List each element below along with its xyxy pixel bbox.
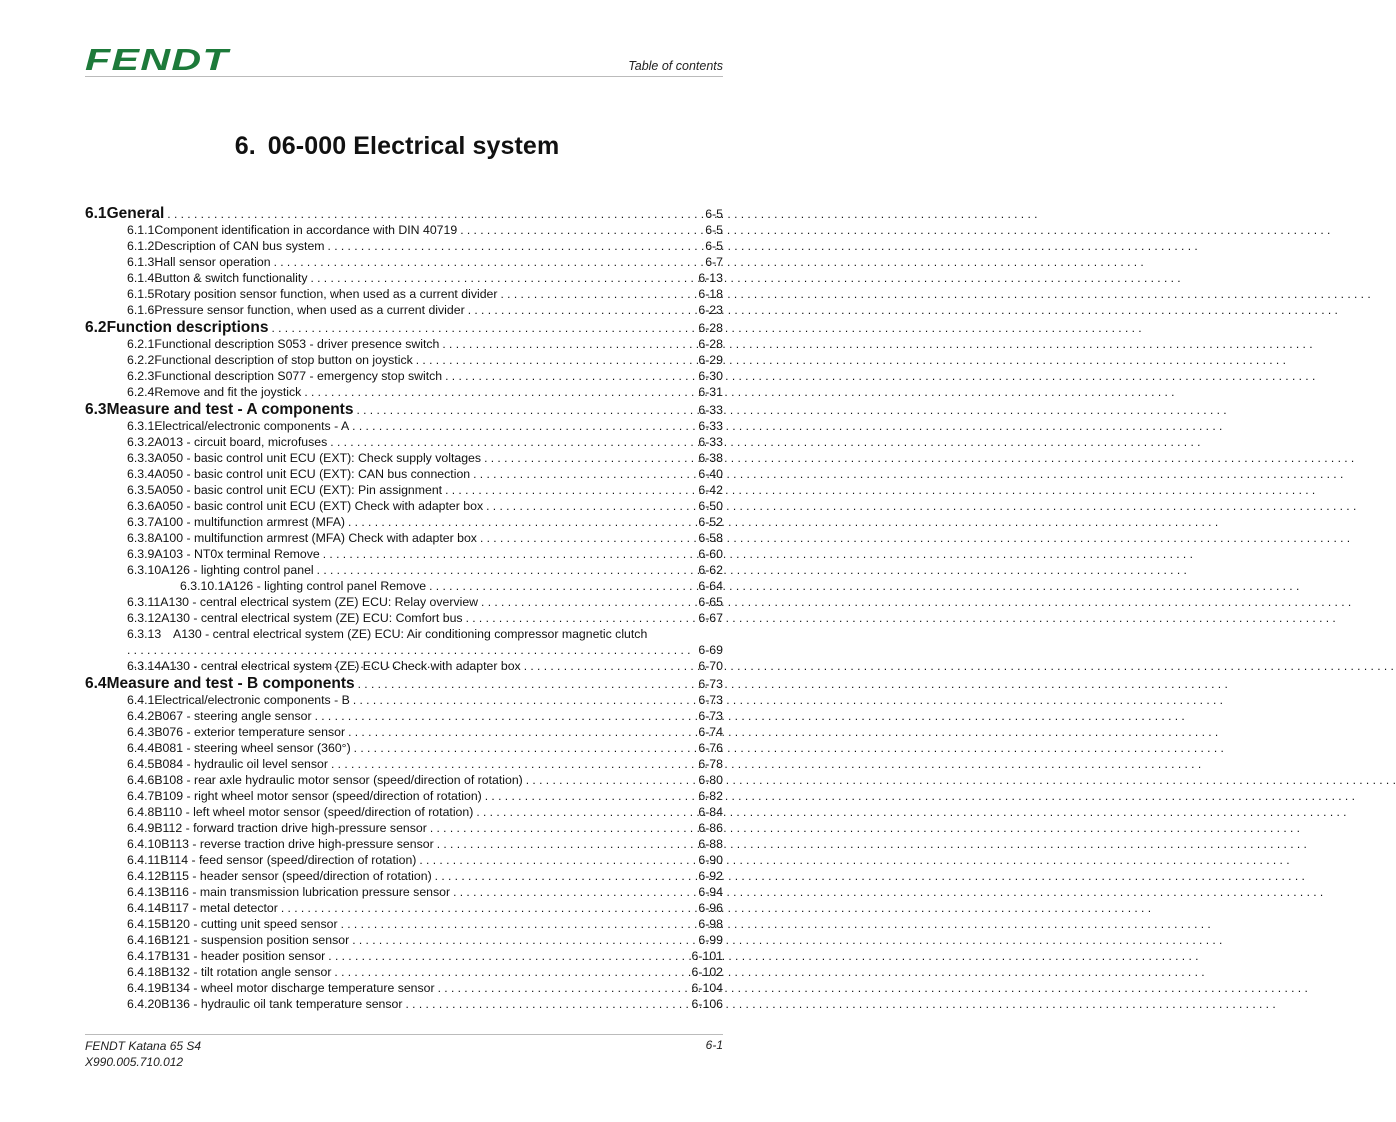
running-header: Table of contents: [628, 59, 723, 73]
toc-entry-page: 6-33: [698, 419, 723, 433]
fendt-logo: [85, 44, 231, 79]
toc-leader-dots: [354, 741, 696, 755]
toc-entry[interactable]: [85, 869, 723, 885]
toc-entry-number: 6.2.2: [127, 353, 155, 367]
toc-entry-number: 6.4.13: [127, 885, 162, 899]
toc-entry[interactable]: [85, 303, 723, 319]
toc-entry[interactable]: [85, 837, 723, 853]
toc-entry-label: A130 - central electrical system (ZE) ECU: Air conditioning compressor magnetic clutch: [173, 627, 648, 641]
toc-entry[interactable]: [85, 611, 723, 627]
toc-entry-number: 6.2.3: [127, 369, 155, 383]
brand-wordmark: FENDT: [85, 42, 232, 77]
toc-entry[interactable]: [85, 223, 723, 239]
toc-entry-label: Functional description S077 - emergency stop switch: [154, 369, 443, 383]
footer-info: [85, 1038, 201, 1070]
toc-entry-number: 6.1: [85, 205, 107, 222]
toc-entry-page: 6-82: [698, 789, 723, 803]
toc-entry-continuation[interactable]: [85, 643, 723, 659]
toc-entry-label: A050 - basic control unit ECU (EXT): Pin assignment: [154, 483, 443, 497]
toc-entry[interactable]: [85, 255, 723, 271]
toc-entry[interactable]: [85, 499, 723, 515]
toc-entry-page: 6-74: [698, 725, 723, 739]
toc-entry-number: 6.4.20: [127, 997, 162, 1011]
toc-entry[interactable]: [85, 933, 723, 949]
toc-entry-page: 6-58: [698, 531, 723, 545]
toc-entry[interactable]: [85, 595, 723, 611]
toc-entry-number: 6.4.19: [127, 981, 162, 995]
toc-entry-number: 6.1.5: [127, 287, 155, 301]
toc-leader-dots: [501, 287, 696, 301]
toc-section-heading[interactable]: [85, 319, 723, 337]
toc-entry-number: 6.4.14: [127, 901, 162, 915]
toc-leader-dots: [460, 223, 702, 237]
toc-entry-label: B067 - steering angle sensor: [154, 709, 312, 723]
toc-entry-page: 6-33: [698, 403, 723, 417]
toc-leader-dots: [429, 579, 695, 593]
toc-entry-page: 6-98: [698, 917, 723, 931]
toc-entry-number: 6.4.1: [127, 693, 155, 707]
toc-entry[interactable]: [85, 467, 723, 483]
toc-entry-page: 6-106: [691, 997, 723, 1011]
chapter-number: 6.: [234, 132, 256, 160]
toc-entry-label: A100 - multifunction armrest (MFA): [154, 515, 346, 529]
page-title: [0, 132, 794, 161]
footer-doc-number: X990.005.710.012: [85, 1055, 184, 1069]
toc-entry-label: B136 - hydraulic oil tank temperature sensor: [161, 997, 403, 1011]
toc-entry[interactable]: [85, 385, 723, 401]
toc-entry[interactable]: [85, 949, 723, 965]
toc-entry-label: B131 - header position sensor: [161, 949, 326, 963]
toc-leader-dots: [356, 401, 695, 419]
toc-leader-dots: [317, 563, 696, 577]
toc-entry-page: 6-78: [698, 757, 723, 771]
toc-entry-label: A050 - basic control unit ECU (EXT): CAN bus connection: [154, 467, 471, 481]
toc-entry-number: 6.1.6: [127, 303, 155, 317]
toc-entry-number: 6.2: [85, 319, 107, 336]
toc-entry[interactable]: [85, 901, 723, 917]
toc-entry[interactable]: [85, 659, 723, 675]
toc-leader-dots: [524, 659, 696, 673]
toc-entry-number: 6.1.2: [127, 239, 155, 253]
toc-entry-label: B076 - exterior temperature sensor: [154, 725, 346, 739]
toc-leader-dots: [274, 255, 703, 269]
toc-entry-page: 6-62: [698, 563, 723, 577]
toc-leader-dots: [435, 869, 696, 883]
toc-leader-dots: [442, 337, 695, 351]
toc-entry-label: Measure and test - A components: [106, 401, 354, 418]
toc-entry-label: A130 - central electrical system (ZE) ECU: Relay overview: [160, 595, 479, 609]
toc-entry[interactable]: [85, 451, 723, 467]
toc-entry-page: 6-90: [698, 853, 723, 867]
toc-entry[interactable]: [85, 353, 723, 369]
toc-entry-page: 6-69: [698, 643, 723, 657]
toc-leader-dots: [328, 239, 703, 253]
toc-entry[interactable]: [85, 805, 723, 821]
toc-entry-page: 6-5: [705, 239, 723, 253]
toc-entry-page: 6-52: [698, 515, 723, 529]
toc-entry-number: 6.2.1: [127, 337, 155, 351]
toc-leader-dots: [466, 611, 696, 625]
toc-entry-number: 6.1.4: [127, 271, 155, 285]
toc-entry-page: 6-86: [698, 821, 723, 835]
toc-entry-page: 6-40: [698, 467, 723, 481]
toc-leader-dots: [445, 483, 695, 497]
toc-entry-number: 6.1.3: [127, 255, 155, 269]
toc-entry-page: 6-67: [698, 611, 723, 625]
toc-entry-label: A130 - central electrical system (ZE) ECU: Comfort bus: [161, 611, 463, 625]
table-of-contents: [85, 205, 723, 1013]
toc-leader-dots: [438, 981, 689, 995]
toc-entry-page: 6-96: [698, 901, 723, 915]
toc-entry-page: 6-50: [698, 499, 723, 513]
toc-entry-number: 6.4.8: [127, 805, 155, 819]
toc-entry-label: B134 - wheel motor discharge temperature sensor: [161, 981, 435, 995]
toc-section-heading[interactable]: [85, 401, 723, 419]
toc-entry-label: B081 - steering wheel sensor (360°): [154, 741, 351, 755]
toc-entry-label: General: [106, 205, 165, 222]
toc-entry-page: 6-60: [698, 547, 723, 561]
toc-entry-label: B108 - rear axle hydraulic motor sensor (speed/direction of rotation): [154, 773, 523, 787]
toc-entry-page: 6-102: [691, 965, 723, 979]
toc-entry-page: 6-13: [698, 271, 723, 285]
toc-entry[interactable]: [85, 419, 723, 435]
toc-entry[interactable]: [85, 337, 723, 353]
toc-entry-number: 6.3.8: [127, 531, 155, 545]
toc-entry-page: 6-94: [698, 885, 723, 899]
toc-leader-dots: [485, 789, 696, 803]
toc-leader-dots: [445, 369, 695, 383]
toc-leader-dots: [473, 467, 695, 481]
toc-leader-dots: [453, 885, 695, 899]
toc-entry-label: B121 - suspension position sensor: [161, 933, 350, 947]
toc-leader-dots: [480, 531, 695, 545]
toc-entry-number: 6.3.1: [127, 419, 155, 433]
toc-entry-page: 6-73: [698, 709, 723, 723]
toc-leader-dots: [353, 693, 696, 707]
toc-entry[interactable]: [85, 531, 723, 547]
toc-entry-label: A100 - multifunction armrest (MFA) Check with adapter box: [154, 531, 477, 545]
toc-leader-dots: [481, 595, 695, 609]
toc-entry-label: Function descriptions: [106, 319, 269, 336]
toc-entry-label: Remove and fit the joystick: [154, 385, 302, 399]
toc-entry-label: B109 - right wheel motor sensor (speed/direction of rotation): [154, 789, 482, 803]
toc-entry-number: 6.3.5: [127, 483, 155, 497]
toc-entry[interactable]: [85, 965, 723, 981]
toc-entry-label: A130 - central electrical system (ZE) ECU Check with adapter box: [161, 659, 521, 673]
toc-leader-dots: [437, 837, 696, 851]
toc-entry[interactable]: [85, 789, 723, 805]
toc-entry-page: 6-70: [698, 659, 723, 673]
toc-entry-page: 6-101: [691, 949, 723, 963]
toc-leader-dots: [352, 933, 695, 947]
toc-entry-number: 6.4.4: [127, 741, 155, 755]
toc-entry-label: A126 - lighting control panel Remove: [224, 579, 427, 593]
toc-entry-label: A126 - lighting control panel: [161, 563, 314, 577]
toc-entry[interactable]: [85, 547, 723, 563]
toc-entry-label: B117 - metal detector: [161, 901, 278, 915]
toc-entry[interactable]: [85, 997, 723, 1013]
toc-entry-number: 6.3.2: [127, 435, 155, 449]
toc-leader-dots: [405, 997, 688, 1011]
toc-leader-dots: [484, 451, 695, 465]
toc-entry-page: 6-42: [698, 483, 723, 497]
toc-entry-number: 6.3.6: [127, 499, 155, 513]
toc-entry-page: 6-31: [698, 385, 723, 399]
toc-entry-page: 6-73: [698, 693, 723, 707]
toc-entry-label: A050 - basic control unit ECU (EXT): Check supply voltages: [154, 451, 482, 465]
toc-leader-dots: [352, 419, 695, 433]
toc-entry-number: 6.3.9: [127, 547, 155, 561]
toc-leader-dots: [330, 435, 695, 449]
toc-entry-number: 6.4.15: [127, 917, 162, 931]
toc-entry-number: 6.3.11: [127, 595, 161, 609]
toc-entry[interactable]: [85, 757, 723, 773]
toc-entry-label: Description of CAN bus system: [154, 239, 325, 253]
toc-entry-number: 6.3: [85, 401, 107, 418]
toc-leader-dots: [271, 319, 695, 337]
toc-entry[interactable]: [85, 563, 723, 579]
toc-entry-number: 6.2.4: [127, 385, 155, 399]
toc-entry-page: 6-99: [698, 933, 723, 947]
toc-entry-label: B114 - feed sensor (speed/direction of rotation): [160, 853, 417, 867]
toc-leader-dots: [486, 499, 695, 513]
toc-entry[interactable]: [85, 709, 723, 725]
toc-leader-dots: [328, 949, 688, 963]
toc-leader-dots: [526, 773, 696, 787]
toc-entry-number: 6.4.10: [127, 837, 162, 851]
toc-section-heading[interactable]: [85, 675, 723, 693]
toc-entry-number: 6.4.18: [127, 965, 162, 979]
toc-entry-number: 6.4.5: [127, 757, 155, 771]
toc-leader-dots: [468, 303, 696, 317]
toc-entry-page: 6-64: [698, 579, 723, 593]
toc-entry-page: 6-5: [705, 223, 723, 237]
footer-model: FENDT Katana 65 S4: [85, 1039, 202, 1053]
toc-entry-page: 6-104: [691, 981, 723, 995]
toc-leader-dots: [331, 757, 695, 771]
toc-entry-number: 6.4.12: [127, 869, 162, 883]
toc-leader-dots: [281, 901, 696, 915]
toc-entry-label: B110 - left wheel motor sensor (speed/direction of rotation): [154, 805, 474, 819]
chapter-title: 06-000 Electrical system: [267, 132, 560, 160]
toc-entry[interactable]: [85, 821, 723, 837]
toc-entry-number: 6.4.2: [127, 709, 155, 723]
toc-leader-dots: [310, 271, 695, 285]
toc-entry[interactable]: [85, 435, 723, 451]
toc-entry-page: 6-38: [698, 451, 723, 465]
toc-entry-label: A103 - NT0x terminal Remove: [154, 547, 320, 561]
header-rule: [85, 76, 723, 77]
toc-entry-number: 6.3.3: [127, 451, 155, 465]
toc-entry-label: Button & switch functionality: [154, 271, 308, 285]
toc-entry-label: Electrical/electronic components - A: [154, 419, 350, 433]
toc-leader-dots: [358, 675, 696, 693]
toc-entry-page: 6-76: [698, 741, 723, 755]
toc-entry-number: 6.1.1: [127, 223, 155, 237]
toc-entry-page: 6-80: [698, 773, 723, 787]
toc-entry-page: 6-92: [698, 869, 723, 883]
toc-entry-label: Component identification in accordance with DIN 40719: [154, 223, 458, 237]
toc-leader-dots: [419, 853, 695, 867]
toc-entry-page: 6-65: [698, 595, 723, 609]
toc-leader-dots: [167, 205, 702, 223]
toc-entry-page: 6-7: [705, 255, 723, 269]
toc-entry[interactable]: [85, 773, 723, 789]
toc-entry[interactable]: [85, 741, 723, 757]
toc-entry-label: B120 - cutting unit speed sensor: [161, 917, 338, 931]
toc-entry-page: 6-29: [698, 353, 723, 367]
toc-entry[interactable]: [85, 287, 723, 303]
toc-entry-number: 6.3.10.1: [180, 579, 225, 593]
toc-entry-page: 6-5: [705, 207, 723, 221]
toc-entry-number: 6.3.13: [127, 627, 162, 641]
toc-entry[interactable]: [85, 369, 723, 385]
toc-leader-dots: [334, 965, 688, 979]
toc-leader-dots: [348, 515, 695, 529]
toc-entry-label: Pressure sensor function, when used as a current divider: [154, 303, 465, 317]
toc-entry-label: A013 - circuit board, microfuses: [154, 435, 328, 449]
toc-entry-page: 6-23: [698, 303, 723, 317]
toc-entry-number: 6.3.14: [127, 659, 162, 673]
toc-leader-dots: [341, 917, 696, 931]
toc-entry-label: Functional description of stop button on joystick: [154, 353, 413, 367]
toc-leader-dots: [348, 725, 695, 739]
footer-page-number: 6-1: [705, 1038, 723, 1052]
toc-entry-number: 6.3.4: [127, 467, 155, 481]
toc-entry-number: 6.4: [85, 675, 107, 692]
toc-entry-label: B112 - forward traction drive high-pressure sensor: [154, 821, 427, 835]
toc-entry-label: Rotary position sensor function, when used as a current divider: [154, 287, 498, 301]
toc-entry-page: 6-30: [698, 369, 723, 383]
toc-leader-dots: [476, 805, 695, 819]
toc-entry[interactable]: [85, 271, 723, 287]
toc-entry-number: 6.3.7: [127, 515, 155, 529]
toc-entry[interactable]: [85, 981, 723, 997]
toc-entry-page: 6-88: [698, 837, 723, 851]
toc-entry-label: B116 - main transmission lubrication pressure sensor: [161, 885, 451, 899]
toc-leader-dots: [323, 547, 696, 561]
toc-entry-number: 6.4.11: [127, 853, 161, 867]
toc-entry[interactable]: [85, 515, 723, 531]
toc-entry-label: B132 - tilt rotation angle sensor: [161, 965, 332, 979]
toc-entry-label: Electrical/electronic components - B: [154, 693, 350, 707]
toc-entry[interactable]: [85, 853, 723, 869]
toc-entry-number: 6.4.16: [127, 933, 162, 947]
toc-subsubentry[interactable]: [85, 579, 723, 595]
toc-leader-dots: [430, 821, 696, 835]
fendt-logo-graphic: [85, 42, 232, 77]
toc-entry-label: B084 - hydraulic oil level sensor: [154, 757, 328, 771]
toc-entry-number: 6.3.10: [127, 563, 162, 577]
toc-entry-page: 6-18: [698, 287, 723, 301]
toc-leader-dots: [304, 385, 695, 399]
toc-entry-page: 6-28: [698, 321, 723, 335]
toc-entry-label: Hall sensor operation: [154, 255, 271, 269]
toc-entry-label: Functional description S053 - driver presence switch: [154, 337, 440, 351]
toc-entry[interactable]: [85, 693, 723, 709]
footer-rule: [85, 1034, 723, 1035]
toc-entry-label: B113 - reverse traction drive high-pressure sensor: [161, 837, 434, 851]
toc-entry-number: 6.3.12: [127, 611, 162, 625]
toc-section-heading[interactable]: [85, 205, 723, 223]
toc-entry[interactable]: [85, 239, 723, 255]
toc-entry-page: 6-84: [698, 805, 723, 819]
toc-leader-dots: [315, 709, 696, 723]
toc-entry-number: 6.4.3: [127, 725, 155, 739]
toc-leader-dots: [416, 353, 696, 367]
toc-entry-number: 6.4.17: [127, 949, 162, 963]
toc-entry-page: 6-28: [698, 337, 723, 351]
toc-entry-number: 6.4.6: [127, 773, 155, 787]
toc-entry-page: 6-73: [698, 677, 723, 691]
toc-entry-label: Measure and test - B components: [106, 675, 355, 692]
toc-entry-number: 6.4.7: [127, 789, 155, 803]
toc-entry-page: 6-33: [698, 435, 723, 449]
toc-entry-label: B115 - header sensor (speed/direction of rotation): [161, 869, 432, 883]
toc-entry-label: A050 - basic control unit ECU (EXT) Check with adapter box: [154, 499, 484, 513]
toc-entry[interactable]: [85, 483, 723, 499]
toc-entry-number: 6.4.9: [127, 821, 155, 835]
toc-entry[interactable]: [85, 725, 723, 741]
toc-entry[interactable]: [85, 885, 723, 901]
toc-entry[interactable]: [85, 917, 723, 933]
toc-entry[interactable]: [85, 627, 723, 643]
